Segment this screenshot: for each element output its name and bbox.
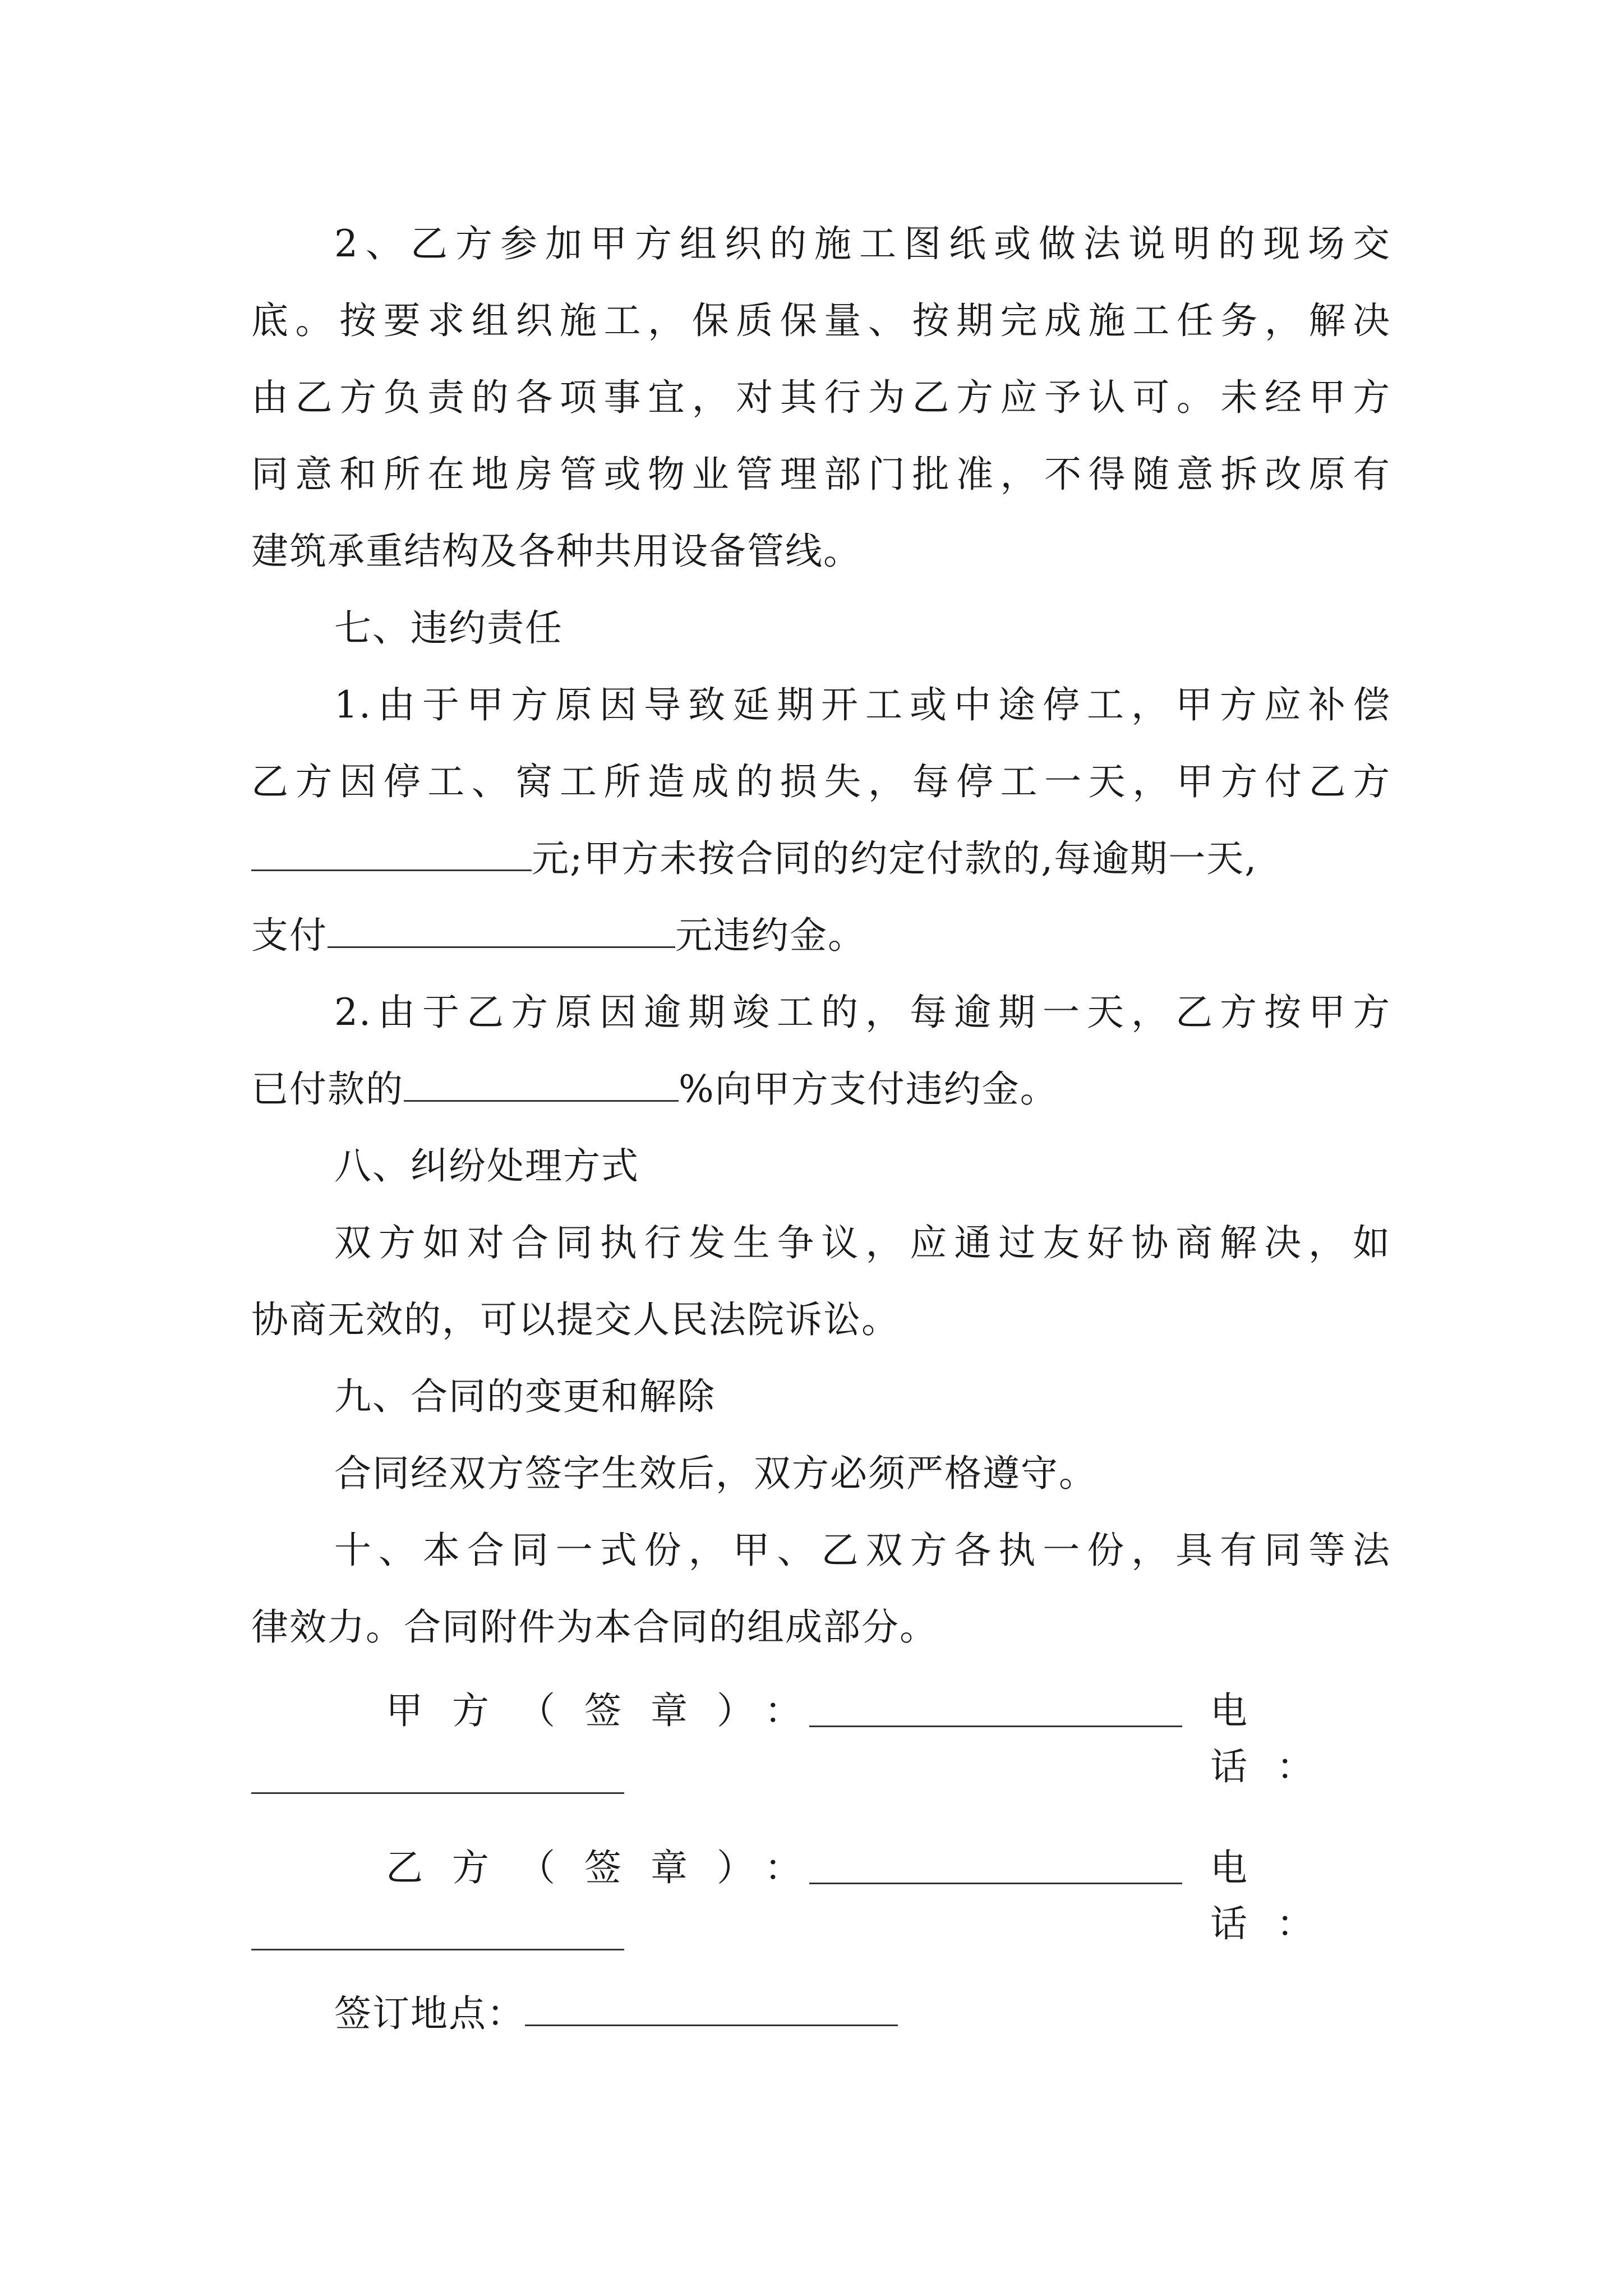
clause-10-line-2: 律效力。合同附件为本合同的组成部分。 [251,1605,938,1649]
party-b-signature-row [251,1840,1391,1945]
section-9-title: 九、合同的变更和解除 [334,1375,716,1418]
section-8-title: 八、纠纷处理方式 [334,1144,639,1188]
signing-place-blank [525,1990,898,2026]
compensation-blank [251,835,532,871]
clause-7-2-line-2-prefix: 已付款的 [251,1068,404,1111]
signing-place-label: 签订地点： [334,1992,525,2035]
clause-10-line-1: 十、本合同一式份，甲、乙双方各执一份，具有同等法 [334,1529,1391,1572]
clause-7-1-line-4-suffix: 元违约金。 [675,914,866,957]
party-b-label: 乙方（签章）： [386,1846,831,1889]
party-b-signature-blank [809,1840,1182,1884]
party-a-phone-blank [251,1792,624,1794]
penalty-amount-blank [328,912,675,948]
clause-7-2-line-2-suffix: %向甲方支付违约金。 [679,1068,1058,1111]
clause-7-1-line-1: 1.由于甲方原因导致延期开工或中途停工，甲方应补偿 [334,683,1391,726]
party-a-label: 甲方（签章）： [386,1689,831,1732]
clause-6-2-line-4: 同意和所在地房管或物业管理部门批准，不得随意拆改原有 [251,453,1391,496]
clause-6-2-line-1: 2、乙方参加甲方组织的施工图纸或做法说明的现场交 [334,222,1391,265]
clause-7-1-line-3 [251,831,1391,887]
clause-6-2-line-3: 由乙方负责的各项事宜，对其行为乙方应予认可。未经甲方 [251,376,1391,419]
clause-7-2-line-1: 2.由于乙方原因逾期竣工的，每逾期一天，乙方按甲方 [334,991,1391,1034]
clause-6-2-line-5: 建筑承重结构及各种共用设备管线。 [251,530,861,573]
party-a-signature-row [251,1683,1391,1788]
clause-6-2-line-2: 底。按要求组织施工，保质保量、按期完成施工任务，解决 [251,299,1391,342]
clause-9-text: 合同经双方签字生效后，双方必须严格遵守。 [334,1452,1097,1495]
party-b-phone-label: 电话： [1210,1846,1343,1945]
party-b-phone-blank [251,1949,624,1950]
clause-7-1-line-4-prefix: 支付 [251,914,328,957]
signing-place-row [251,1986,1391,2042]
party-a-phone-label: 电话： [1210,1689,1343,1788]
clause-8-line-2: 协商无效的，可以提交人民法院诉讼。 [251,1298,900,1341]
section-7-title: 七、违约责任 [334,606,563,650]
clause-7-1-line-4 [251,908,1391,964]
clause-7-1-line-2: 乙方因停工、窝工所造成的损失，每停工一天，甲方付乙方 [251,760,1391,803]
clause-7-2-line-2 [251,1061,1391,1117]
penalty-percent-blank [404,1065,679,1102]
clause-8-line-1: 双方如对合同执行发生争议，应通过友好协商解决，如 [334,1221,1391,1264]
clause-7-1-line-3-text: 元;甲方未按合同的约定付款的,每逾期一天, [532,837,1258,880]
party-a-signature-blank [809,1683,1182,1727]
